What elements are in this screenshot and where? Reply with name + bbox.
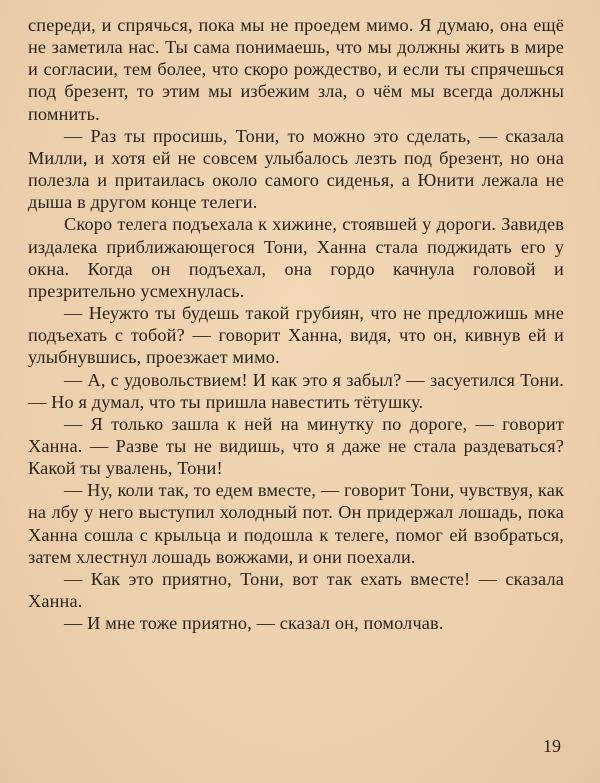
page-text (28, 14, 564, 634)
paragraph-8: — Как это приятно, Тони, вот так ехать вместе! — сказала Ханна. (28, 568, 564, 612)
paragraph-2: — Раз ты просишь, Тони, то можно это сделать, — сказала Милли, и хотя ей не совсем улыбалось лезть под брезент, но она полезла и притаилась около самого сиденья, а Юнити лежала не дыша в другом конце телеги. (28, 125, 564, 213)
paragraph-4: — Неужто ты будешь такой грубиян, что не предложишь мне подъехать с тобой? — говорит Ханна, видя, что он, кивнув ей и улыбнувшись, проезжает мимо. (28, 303, 564, 368)
paragraph-9: — И мне тоже приятно, — сказал он, помолчав. (64, 613, 444, 634)
paragraph-1: спереди, и спрячься, пока мы не проедем мимо. Я думаю, она ещё не заметила нас. Ты сама понимаешь, что мы должны жить в мире и согласии, тем более, что скоро рождество, и если ты спрячешься под брезент, то этим мы избежим зла, о чём мы всегда должны помнить. (28, 15, 564, 124)
paragraph-3: Скоро телега подъехала к хижине, стоявшей у дороги. Завидев издалека приближающегося Тони, Ханна стала поджидать его у окна. Когда он подъехал, она гордо качнула головой и презрительно усмехнулась. (28, 214, 564, 301)
paragraph-6: — Я только зашла к ней на минутку по дороге, — говорит Ханна. — Разве ты не видишь, что я даже не стала раздеваться? Какой ты увалень, Тони! (28, 413, 564, 479)
page-number: 19 (543, 736, 561, 756)
paragraph-5: — А, с удовольствием! И как это я забыл? — засуетился Тони. — Но я думал, что ты пришла навестить тётушку. (28, 369, 564, 412)
paragraph-7: — Ну, коли так, то едем вместе, — говорит Тони, чувствуя, как на лбу у него выступил холодный пот. Он придержал лошадь, пока Ханна сошла с крыльца и подошла к телеге, помог ей взобраться, затем хлестнул лошадь вожжами, и они поехали. (28, 480, 564, 567)
